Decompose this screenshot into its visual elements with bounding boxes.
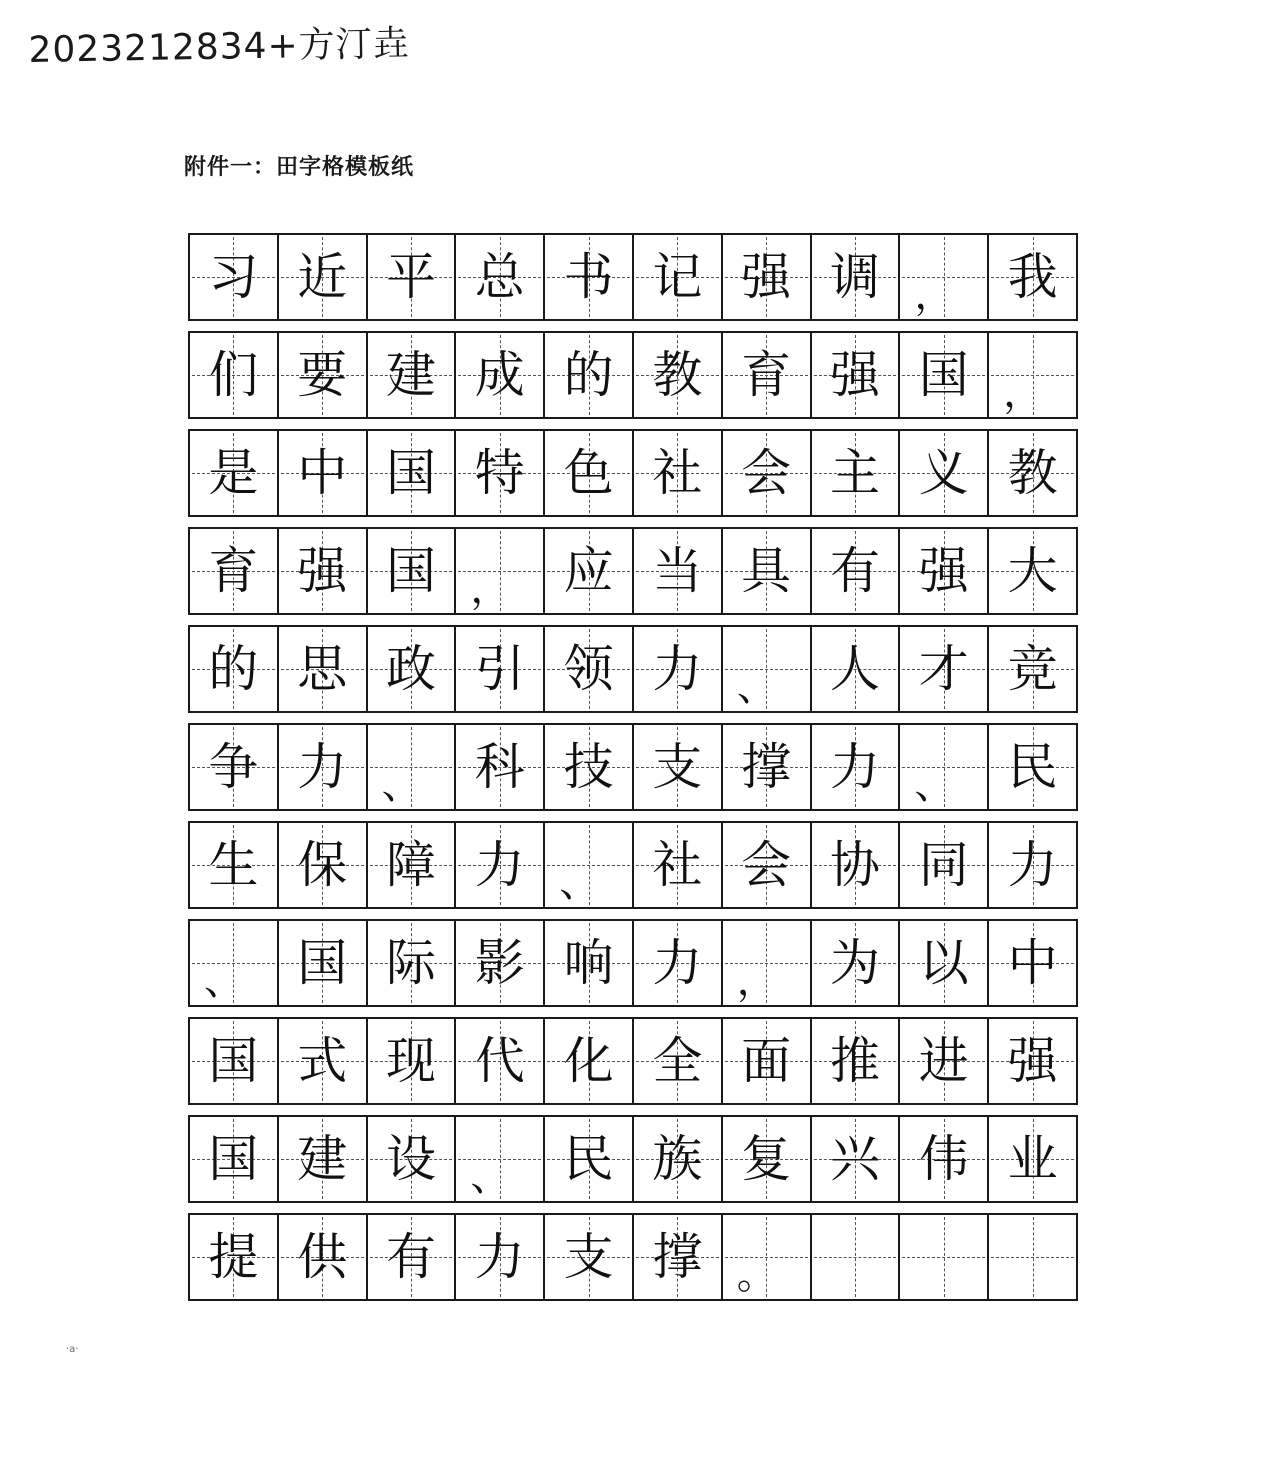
grid-cell — [987, 1117, 1076, 1201]
grid-cell — [721, 431, 810, 515]
handwritten-character: 近 — [297, 248, 348, 306]
handwritten-character: 们 — [208, 346, 259, 404]
handwritten-character: 力 — [474, 836, 525, 894]
grid-cell — [987, 627, 1076, 711]
handwritten-character: 代 — [474, 1032, 525, 1090]
grid-cell — [366, 1019, 455, 1103]
handwritten-character: 设 — [385, 1130, 436, 1188]
handwritten-character: 教 — [1007, 444, 1058, 502]
grid-cell — [898, 725, 987, 809]
grid-cell — [810, 333, 899, 417]
handwritten-character: 引 — [474, 640, 525, 698]
punctuation-mark: ， — [1003, 370, 1044, 416]
handwritten-character: 式 — [297, 1032, 348, 1090]
handwritten-character: 影 — [474, 934, 525, 992]
grid-cell — [366, 627, 455, 711]
grid-cell — [721, 1215, 810, 1299]
handwritten-character: 协 — [829, 836, 880, 894]
handwritten-character: 撑 — [652, 1228, 703, 1286]
grid-cell — [454, 1019, 543, 1103]
grid-cell — [277, 725, 366, 809]
grid-cell — [987, 235, 1076, 319]
grid-cell — [632, 921, 721, 1005]
grid-row — [188, 1115, 1078, 1203]
grid-cell — [810, 725, 899, 809]
grid-cell — [190, 529, 277, 613]
grid-cell — [987, 431, 1076, 515]
grid-cell — [810, 529, 899, 613]
grid-cell — [543, 1117, 632, 1201]
grid-cell — [454, 627, 543, 711]
handwritten-character: 强 — [829, 346, 880, 404]
handwritten-character: 力 — [829, 738, 880, 796]
handwritten-character: 同 — [918, 836, 969, 894]
handwritten-character: 会 — [741, 836, 792, 894]
grid-cell — [190, 1117, 277, 1201]
handwritten-character: 强 — [918, 542, 969, 600]
grid-cell — [277, 333, 366, 417]
handwritten-character: 育 — [208, 542, 259, 600]
handwritten-character: 供 — [297, 1228, 348, 1286]
handwritten-character: 国 — [385, 444, 436, 502]
handwritten-character: 全 — [652, 1032, 703, 1090]
handwritten-character: 的 — [563, 346, 614, 404]
grid-row — [188, 1213, 1078, 1301]
handwritten-character: 的 — [208, 640, 259, 698]
student-id-name: 2023212834+方汀垚 — [28, 23, 411, 71]
handwritten-character: 支 — [652, 738, 703, 796]
handwritten-character: 兴 — [829, 1130, 880, 1188]
handwritten-character: 调 — [829, 248, 880, 306]
handwritten-character: 建 — [297, 1130, 348, 1188]
handwritten-character: 强 — [741, 248, 792, 306]
handwritten-character: 社 — [652, 836, 703, 894]
handwritten-character: 教 — [652, 346, 703, 404]
punctuation-mark: 、 — [204, 958, 244, 1004]
grid-cell — [898, 627, 987, 711]
handwritten-character: 力 — [652, 640, 703, 698]
handwritten-character: 科 — [474, 738, 525, 796]
handwritten-character: 强 — [1007, 1032, 1058, 1090]
handwritten-character: 当 — [652, 542, 703, 600]
grid-row — [188, 233, 1078, 321]
grid-cell — [277, 1117, 366, 1201]
handwritten-character: 会 — [741, 444, 792, 502]
grid-cell — [721, 1019, 810, 1103]
grid-cell — [366, 235, 455, 319]
grid-cell — [898, 431, 987, 515]
handwritten-character: 特 — [474, 444, 525, 502]
grid-cell — [632, 529, 721, 613]
grid-cell — [366, 529, 455, 613]
handwritten-character: 国 — [208, 1032, 259, 1090]
handwritten-character: 生 — [208, 836, 259, 894]
handwritten-character: 现 — [385, 1032, 436, 1090]
grid-cell — [454, 921, 543, 1005]
grid-cell — [543, 431, 632, 515]
grid-cell — [987, 333, 1076, 417]
grid-cell — [366, 431, 455, 515]
grid-cell — [810, 823, 899, 907]
handwritten-character: 以 — [918, 934, 969, 992]
punctuation-mark: ， — [914, 272, 955, 318]
stray-mark: ·a· — [66, 1344, 79, 1355]
handwritten-character: 才 — [918, 640, 969, 698]
grid-cell — [190, 235, 277, 319]
grid-cell — [898, 333, 987, 417]
handwritten-character: 育 — [741, 346, 792, 404]
grid-cell — [543, 725, 632, 809]
punctuation-mark: ， — [736, 958, 777, 1004]
attachment-caption: 附件一：田字格模板纸 — [184, 155, 415, 180]
grid-cell — [190, 725, 277, 809]
grid-cell — [987, 1019, 1076, 1103]
grid-cell — [898, 1215, 987, 1299]
handwritten-character: 书 — [563, 248, 614, 306]
punctuation-mark: 、 — [559, 860, 600, 906]
handwritten-character: 族 — [652, 1130, 703, 1188]
grid-row — [188, 527, 1078, 615]
grid-cell — [721, 235, 810, 319]
handwritten-character: 竞 — [1007, 640, 1058, 698]
grid-row — [188, 429, 1078, 517]
handwritten-character: 总 — [474, 248, 525, 306]
handwritten-character: 进 — [918, 1032, 969, 1090]
grid-cell — [366, 725, 455, 809]
grid-cell — [277, 823, 366, 907]
grid-cell — [543, 921, 632, 1005]
handwritten-character: 我 — [1007, 248, 1058, 306]
grid-cell — [277, 235, 366, 319]
grid-cell — [721, 627, 810, 711]
grid-cell — [632, 1215, 721, 1299]
handwritten-character: 推 — [829, 1032, 880, 1090]
handwritten-character: 国 — [918, 346, 969, 404]
grid-cell — [454, 823, 543, 907]
handwritten-character: 成 — [474, 346, 525, 404]
handwritten-character: 中 — [297, 444, 348, 502]
grid-cell — [366, 823, 455, 907]
grid-cell — [366, 1117, 455, 1201]
grid-cell — [987, 921, 1076, 1005]
grid-cell — [543, 333, 632, 417]
handwritten-character: 国 — [297, 934, 348, 992]
punctuation-mark: 、 — [914, 762, 955, 808]
grid-cell — [721, 921, 810, 1005]
grid-cell — [190, 431, 277, 515]
grid-cell — [632, 823, 721, 907]
grid-row — [188, 919, 1078, 1007]
grid-cell — [277, 431, 366, 515]
grid-cell — [454, 333, 543, 417]
handwritten-character: 义 — [918, 444, 969, 502]
grid-row — [188, 723, 1078, 811]
grid-cell — [454, 431, 543, 515]
handwritten-character: 化 — [563, 1032, 614, 1090]
grid-row — [188, 625, 1078, 713]
grid-cell — [898, 235, 987, 319]
grid-cell — [454, 235, 543, 319]
grid-cell — [810, 431, 899, 515]
handwritten-character: 复 — [741, 1130, 792, 1188]
grid-cell — [632, 1019, 721, 1103]
handwritten-character: 社 — [652, 444, 703, 502]
punctuation-mark: 。 — [736, 1252, 777, 1298]
handwritten-character: 为 — [829, 934, 880, 992]
grid-cell — [721, 333, 810, 417]
grid-cell — [898, 1019, 987, 1103]
grid-cell — [898, 823, 987, 907]
grid-cell — [721, 823, 810, 907]
grid-cell — [277, 1215, 366, 1299]
handwritten-character: 面 — [741, 1032, 792, 1090]
handwritten-character: 应 — [563, 542, 614, 600]
grid-cell — [277, 627, 366, 711]
grid-cell — [987, 529, 1076, 613]
grid-cell — [543, 1215, 632, 1299]
grid-cell — [366, 1215, 455, 1299]
grid-cell — [277, 921, 366, 1005]
grid-cell — [454, 1117, 543, 1201]
handwritten-character: 主 — [829, 444, 880, 502]
grid-cell — [632, 725, 721, 809]
handwritten-character: 际 — [385, 934, 436, 992]
grid-cell — [277, 529, 366, 613]
grid-cell — [632, 627, 721, 711]
grid-cell — [721, 725, 810, 809]
grid-cell — [810, 1117, 899, 1201]
grid-cell — [987, 725, 1076, 809]
handwritten-character: 是 — [208, 444, 259, 502]
grid-cell — [987, 823, 1076, 907]
grid-cell — [810, 627, 899, 711]
grid-row — [188, 331, 1078, 419]
handwritten-character: 色 — [563, 444, 614, 502]
grid-cell — [810, 921, 899, 1005]
grid-cell — [190, 921, 277, 1005]
handwritten-character: 平 — [385, 248, 436, 306]
punctuation-mark: 、 — [470, 1154, 511, 1200]
grid-cell — [721, 1117, 810, 1201]
grid-cell — [632, 431, 721, 515]
handwritten-character: 提 — [208, 1228, 259, 1286]
handwritten-character: 大 — [1007, 542, 1058, 600]
handwritten-character: 政 — [385, 640, 436, 698]
grid-cell — [454, 1215, 543, 1299]
grid-cell — [190, 333, 277, 417]
punctuation-mark: 、 — [381, 762, 422, 808]
handwritten-character: 响 — [563, 934, 614, 992]
punctuation-mark: 、 — [736, 664, 777, 710]
grid-cell — [454, 529, 543, 613]
grid-cell — [632, 235, 721, 319]
grid-cell — [190, 1215, 277, 1299]
grid-row — [188, 1017, 1078, 1105]
handwritten-character: 国 — [385, 542, 436, 600]
grid-cell — [366, 921, 455, 1005]
handwritten-character: 力 — [297, 738, 348, 796]
grid-cell — [898, 529, 987, 613]
grid-cell — [366, 333, 455, 417]
grid-cell — [277, 1019, 366, 1103]
handwritten-character: 中 — [1007, 934, 1058, 992]
grid-cell — [543, 627, 632, 711]
grid-cell — [190, 627, 277, 711]
handwritten-character: 业 — [1007, 1130, 1058, 1188]
handwritten-character: 要 — [297, 346, 348, 404]
punctuation-mark: ， — [470, 566, 511, 612]
handwritten-character: 支 — [563, 1228, 614, 1286]
handwritten-character: 建 — [385, 346, 436, 404]
handwritten-character: 有 — [385, 1228, 436, 1286]
handwritten-character: 记 — [652, 248, 703, 306]
handwritten-character: 人 — [829, 640, 880, 698]
grid-cell — [632, 333, 721, 417]
handwritten-character: 具 — [741, 542, 792, 600]
grid-row — [188, 821, 1078, 909]
grid-cell — [721, 529, 810, 613]
grid-cell — [190, 823, 277, 907]
grid-cell — [543, 529, 632, 613]
handwritten-character: 民 — [1007, 738, 1058, 796]
grid-cell — [543, 235, 632, 319]
grid-cell — [810, 235, 899, 319]
handwritten-character: 有 — [829, 542, 880, 600]
tianzige-grid — [188, 233, 1078, 1301]
handwritten-character: 技 — [563, 738, 614, 796]
handwritten-character: 障 — [385, 836, 436, 894]
handwritten-character: 国 — [208, 1130, 259, 1188]
handwritten-character: 民 — [563, 1130, 614, 1188]
grid-cell — [898, 921, 987, 1005]
handwritten-character: 保 — [297, 836, 348, 894]
grid-cell — [543, 1019, 632, 1103]
handwritten-character: 争 — [208, 738, 259, 796]
grid-cell — [543, 823, 632, 907]
handwritten-character: 强 — [297, 542, 348, 600]
grid-cell — [810, 1215, 899, 1299]
handwritten-character: 撑 — [741, 738, 792, 796]
handwritten-character: 习 — [208, 248, 259, 306]
handwritten-character: 力 — [652, 934, 703, 992]
grid-cell — [190, 1019, 277, 1103]
handwritten-character: 力 — [474, 1228, 525, 1286]
grid-cell — [987, 1215, 1076, 1299]
grid-cell — [898, 1117, 987, 1201]
grid-cell — [632, 1117, 721, 1201]
handwritten-character: 力 — [1007, 836, 1058, 894]
grid-cell — [810, 1019, 899, 1103]
handwritten-character: 领 — [563, 640, 614, 698]
handwritten-character: 伟 — [918, 1130, 969, 1188]
grid-cell — [454, 725, 543, 809]
handwritten-character: 思 — [297, 640, 348, 698]
